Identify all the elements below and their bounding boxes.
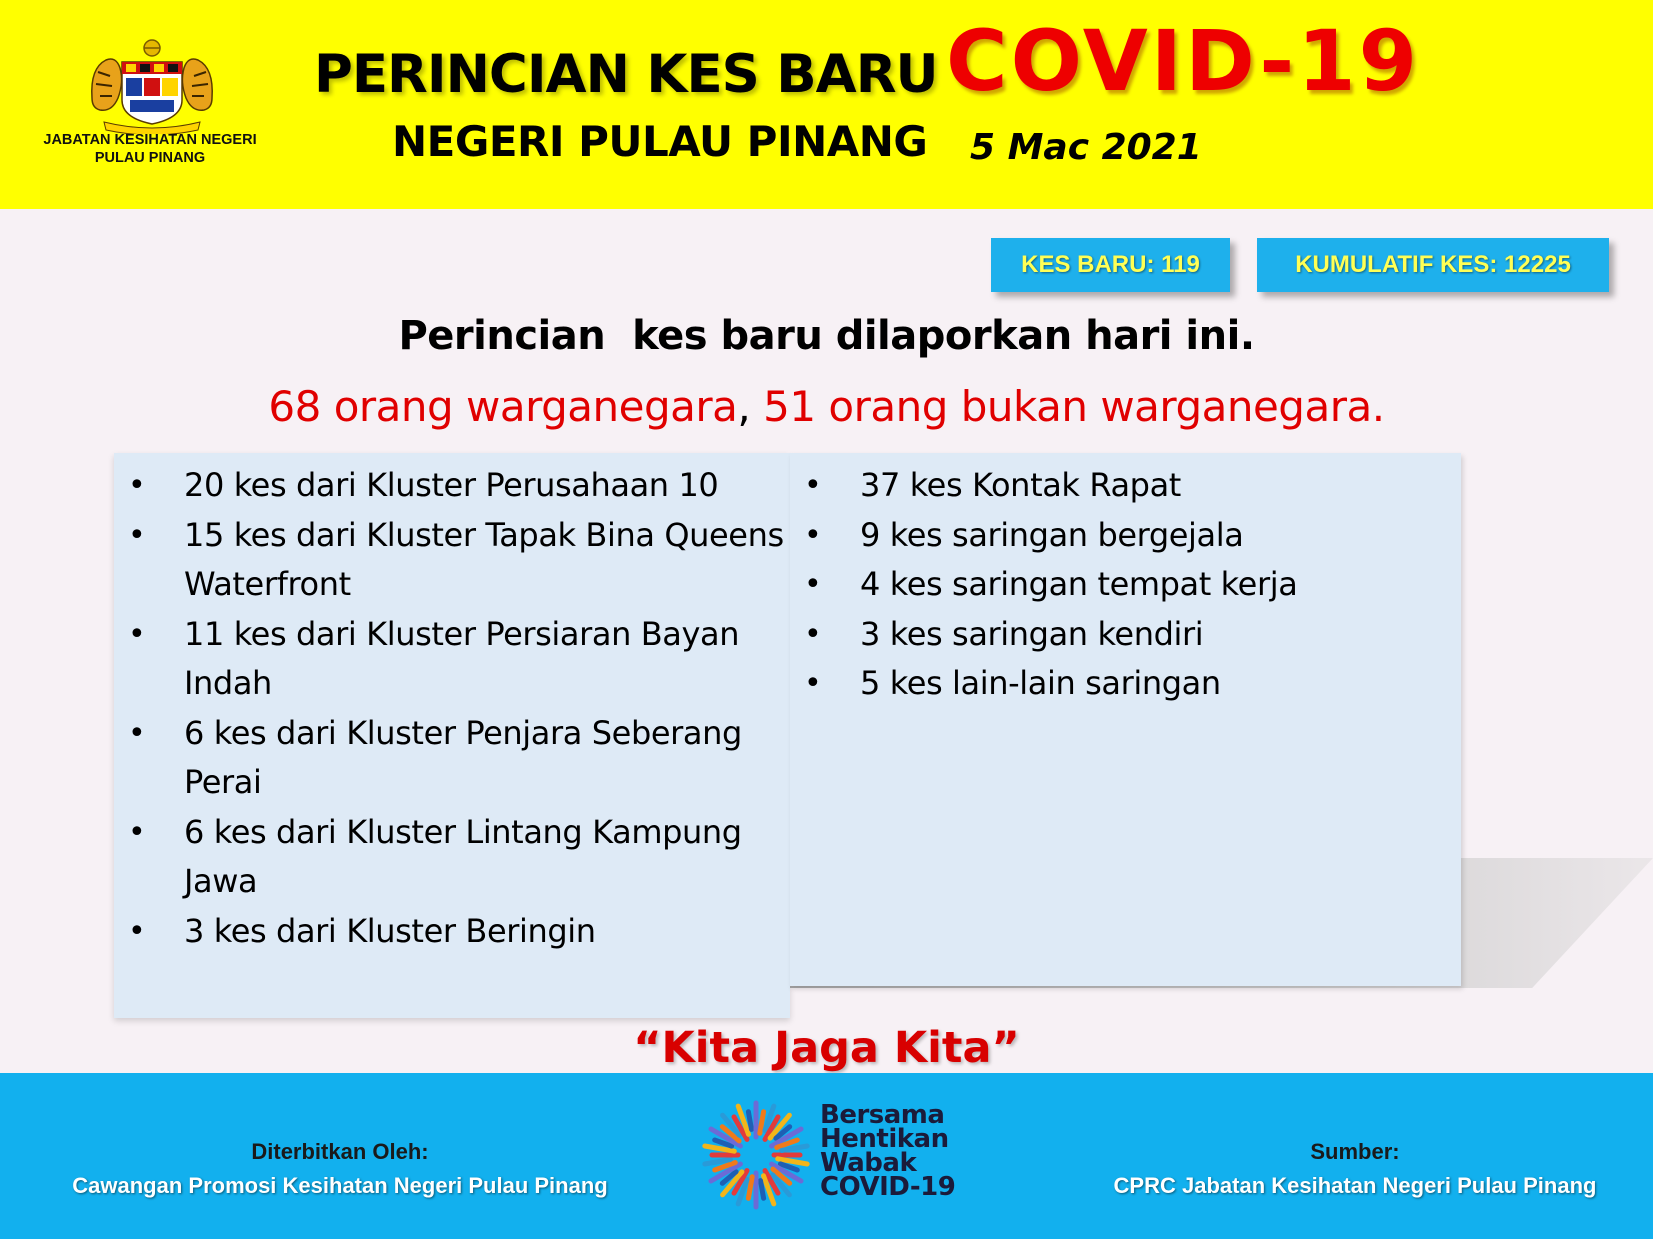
breakdown-separator: , bbox=[737, 382, 751, 431]
bullet-icon: • bbox=[804, 616, 822, 652]
report-date: 5 Mac 2021 bbox=[970, 127, 1202, 168]
list-item bbox=[114, 511, 794, 610]
list-item bbox=[114, 610, 794, 709]
source-info bbox=[1085, 1135, 1625, 1203]
cumulative-cases-badge: KUMULATIF KES: 12225 bbox=[1257, 238, 1609, 292]
non-citizens-count: 51 orang bukan warganegara bbox=[763, 382, 1372, 431]
cluster-list bbox=[114, 461, 794, 956]
list-item-text: 15 kes dari Kluster Tapak Bina Queens Waterfront bbox=[184, 515, 784, 603]
bullet-icon: • bbox=[128, 913, 146, 949]
bullet-icon: • bbox=[804, 567, 822, 602]
sunburst-icon bbox=[700, 1099, 812, 1211]
campaign-line: Wabak bbox=[820, 1148, 917, 1178]
list-item-text: 5 kes lain-lain saringan bbox=[860, 664, 1221, 702]
list-item-text: 37 kes Kontak Rapat bbox=[860, 466, 1181, 504]
list-item-text: 11 kes dari Kluster Persiaran Bayan Indah bbox=[184, 614, 740, 702]
list-item-text: 4 kes saringan tempat kerja bbox=[860, 565, 1298, 603]
new-cases-badge: KES BARU: 119 bbox=[991, 238, 1230, 292]
department-line: PULAU PINANG bbox=[94, 150, 206, 166]
source-name: CPRC Jabatan Kesihatan Negeri Pulau Pinang bbox=[1113, 1173, 1597, 1198]
list-item bbox=[114, 709, 794, 808]
slogan: “Kita Jaga Kita” bbox=[633, 1023, 1020, 1073]
bullet-icon: • bbox=[804, 666, 822, 701]
list-item-text: 6 kes dari Kluster Lintang Kampung Jawa bbox=[184, 812, 742, 900]
bullet-icon: • bbox=[128, 715, 146, 751]
campaign-line: Hentikan bbox=[820, 1124, 949, 1154]
list-item-text: 3 kes dari Kluster Beringin bbox=[184, 911, 596, 950]
list-item-text: 9 kes saringan bergejala bbox=[860, 515, 1244, 554]
list-item bbox=[114, 808, 794, 907]
bullet-icon: • bbox=[128, 517, 146, 553]
bullet-icon: • bbox=[128, 616, 146, 652]
campaign-line: COVID-19 bbox=[820, 1172, 956, 1202]
breakdown-end: . bbox=[1371, 382, 1385, 431]
campaign-line: Bersama bbox=[820, 1100, 945, 1130]
list-item-text: 3 kes saringan kendiri bbox=[860, 614, 1204, 653]
sunburst-ray bbox=[748, 1112, 751, 1130]
page-title: PERINCIAN KES BARU bbox=[314, 44, 938, 105]
list-item bbox=[790, 610, 1450, 660]
list-item bbox=[790, 560, 1450, 610]
bullet-icon: • bbox=[128, 468, 146, 503]
department-line: JABATAN KESIHATAN NEGERI bbox=[43, 132, 257, 148]
publisher-info bbox=[40, 1135, 640, 1203]
list-item bbox=[790, 461, 1450, 511]
source-label: Sumber: bbox=[1310, 1139, 1400, 1164]
list-item-text: 6 kes dari Kluster Penjara Seberang Perai bbox=[184, 713, 742, 801]
publisher-name: Cawangan Promosi Kesihatan Negeri Pulau Pinang bbox=[72, 1173, 608, 1198]
headline: Perincian kes baru dilaporkan hari ini. bbox=[398, 313, 1255, 359]
footer bbox=[0, 1073, 1653, 1239]
department-name bbox=[20, 131, 280, 167]
page-subtitle: NEGERI PULAU PINANG bbox=[392, 117, 928, 166]
list-item bbox=[790, 659, 1450, 709]
bullet-icon: • bbox=[804, 468, 822, 503]
list-item bbox=[114, 907, 794, 957]
coat-of-arms-icon bbox=[82, 38, 222, 134]
citizenship-breakdown bbox=[0, 382, 1653, 431]
list-item bbox=[790, 511, 1450, 561]
header-banner bbox=[0, 0, 1653, 209]
screening-list bbox=[790, 461, 1450, 709]
campaign-text bbox=[820, 1100, 956, 1202]
bullet-icon: • bbox=[128, 814, 146, 850]
list-item-text: 20 kes dari Kluster Perusahaan 10 bbox=[184, 466, 719, 504]
sunburst-ray bbox=[761, 1181, 764, 1199]
citizens-count: 68 orang warganegara bbox=[268, 382, 738, 431]
list-item bbox=[114, 461, 794, 511]
publisher-label: Diterbitkan Oleh: bbox=[251, 1139, 429, 1164]
bullet-icon: • bbox=[804, 517, 822, 553]
title-highlight: COVID-19 bbox=[946, 12, 1421, 110]
campaign-logo bbox=[700, 1099, 970, 1219]
